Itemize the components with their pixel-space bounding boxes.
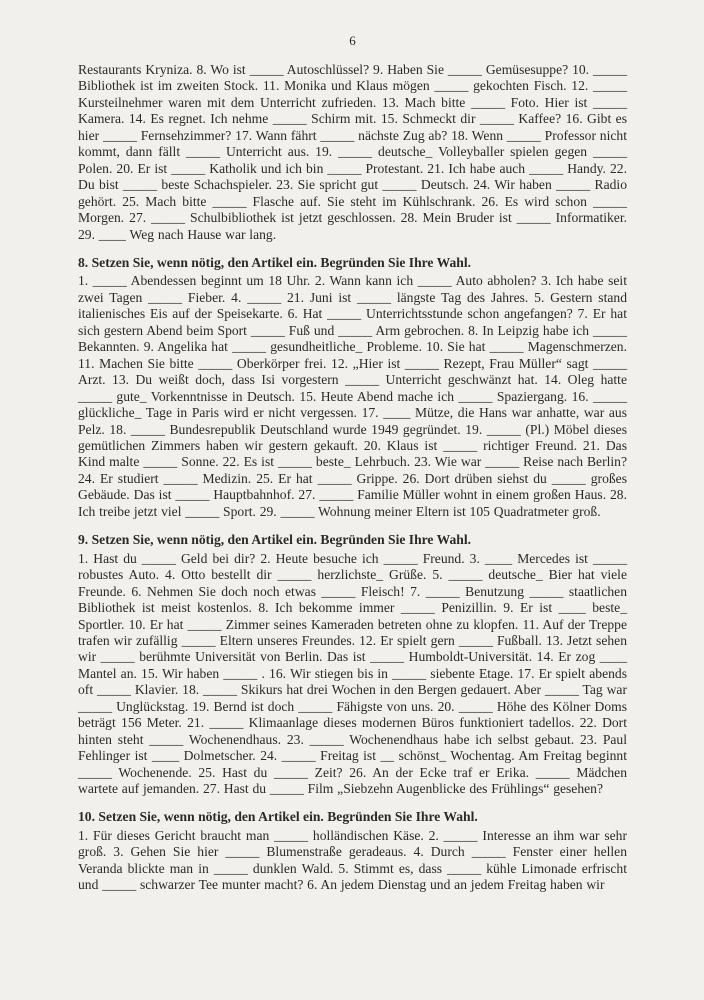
exercise-10-heading: 10. Setzen Sie, wenn nötig, den Artikel ein. Begründen Sie Ihre Wahl.: [78, 809, 478, 825]
exercise-9-heading: 9. Setzen Sie, wenn nötig, den Artikel ein. Begründen Sie Ihre Wahl.: [78, 532, 471, 548]
exercise-9-paragraph: 1. Hast du _____ Geld bei dir? 2. Heute besuche ich _____ Freund. 3. ____ Mercedes ist _____ robustes Auto. 4. Otto bestellt dir _____ herzlichste_ Grüße. 5. _____ deutsche_ Bier hat viele Freunde. 6. Nehmen Sie doch noch etwas _____ Fleisch! 7. _____ Benutzung _____ staatlichen Bibliothek ist meist kostenlos. 8. Ich bekomme immer _____ Penizillin. 9. Er ist ____ beste_ Sportler. 10. Er hat _____ Zimmer seines Kameraden betreten ohne zu klopfen. 11. Auf der Treppe trafen wir zufällig _____ Eltern unseres Freundes. 12. Er spielt gern _____ Fußball. 13. Jetzt sehen wir _____ berühmte Universität von Berlin. Das ist _____ Humboldt-Universität. 14. Er zog ____ Mantel an. 15. Wir haben _____ . 16. Wir stiegen bis in _____ siebente Etage. 17. Er spielt abends oft _____ Klavier. 18. _____ Skikurs hat drei Wochen in den Bergen gedauert. Aber _____ Tag war _____ Unglückstag. 19. Bernd ist doch _____ Fähigste von uns. 20. _____ Höhe des Kölner Doms beträgt 156 Meter. 21. _____ Klimaanlage dieses modernen Büros funktioniert tadellos. 22. Dort hinten steht _____ Wochenendhaus. 23. _____ Wochenendhaus habe ich selbst gebaut. 23. Paul Fehlinger ist ____ Dolmetscher. 24. _____ Freitag ist __ schönst_ Wochentag. Am Freitag beginnt _____ Wochenende. 25. Hast du _____ Zeit? 26. An der Ecke traf er Erika. _____ Mädchen wartete auf jemanden. 27. Hast du _____ Film „Siebzehn Augenblicke des Frühlings“ gesehen?: [78, 550, 627, 797]
exercise-8-heading: 8. Setzen Sie, wenn nötig, den Artikel ein. Begründen Sie Ihre Wahl.: [78, 254, 471, 270]
exercise-7-continuation-paragraph: Restaurants Kryniza. 8. Wo ist _____ Autoschlüssel? 9. Haben Sie _____ Gemüsesuppe? 10. _____ Bibliothek ist im zweiten Stock. 11. Monika und Klaus mögen _____ gekochten Fisch. 12. _____ Kursteilnehmer waren mit dem Unterricht zufrieden. 13. Mach bitte _____ Foto. Hier ist _____ Kamera. 14. Es regnet. Ich nehme _____ Schirm mit. 15. Schmeckt dir _____ Kaffee? 16. Gibt es hier _____ Fernsehzimmer? 17. Wann fährt _____ nächste Zug ab? 18. Wenn _____ Professor nicht kommt, dann fällt _____ Unterricht aus. 19. _____ deutsche_ Volleyballer spielen gegen _____ Polen. 20. Er ist _____ Katholik und ich bin _____ Protestant. 21. Ich habe auch _____ Handy. 22. Du bist _____ beste Schachspieler. 23. Sie spricht gut _____ Deutsch. 24. Wir haben _____ Radio gehört. 25. Mach bitte _____ Flasche auf. Sie steht im Kühlschrank. 26. Es wird schon _____ Morgen. 27. _____ Schulbibliothek ist jetzt geschlossen. 28. Mein Bruder ist _____ Informatiker. 29. ____ Weg nach Hause war lang.: [78, 62, 627, 242]
page-number: 6: [349, 33, 356, 48]
exercise-8-paragraph: 1. _____ Abendessen beginnt um 18 Uhr. 2. Wann kann ich _____ Auto abholen? 3. Ich habe seit zwei Tagen _____ Fieber. 4. _____ 21. Juni ist _____ längste Tag des Jahres. 5. Gestern stand italienisches Eis auf der Speisekarte. 6. Hat _____ Unterrichtsstunde schon angefangen? 7. Er hat sich gestern Abend beim Sport _____ Fuß und _____ Arm gebrochen. 8. In Leipzig habe ich _____ Bekannten. 9. Angelika hat _____ gesundheitliche_ Probleme. 10. Sie hat _____ Magenschmerzen. 11. Machen Sie bitte _____ Oberkörper frei. 12. „Hier ist _____ Rezept, Frau Müller“ sagt _____ Arzt. 13. Du weißt doch, dass Isi vorgestern _____ Unterricht geschwänzt hat. 14. Oleg hatte _____ gute_ Vorkenntnisse in Deutsch. 15. Heute Abend mache ich _____ Spaziergang. 16. _____ glückliche_ Tage in Paris wird er nicht vergessen. 17. ____ Mütze, die Hans war anhatte, war aus Pelz. 18. _____ Bundesrepublik Deutschland wurde 1949 gegründet. 19. _____ (Pl.) Möbel dieses gemütlichen Zimmers haben wir gestern gekauft. 20. Klaus ist _____ richtiger Freund. 21. Das Kind malte _____ Sonne. 22. Es ist _____ beste_ Lehrbuch. 23. Wie war _____ Reise nach Berlin? 24. Er studiert _____ Medizin. 25. Er hat _____ Grippe. 26. Dort drüben siehst du _____ großes Gebäude. Das ist _____ Hauptbahnhof. 27. _____ Familie Müller wohnt in einem großen Haus. 28. Ich treibe jetzt viel _____ Sport. 29. _____ Wohnung meiner Eltern ist 105 Quadratmeter groß.: [78, 273, 627, 519]
exercise-10-paragraph: 1. Für dieses Gericht braucht man _____ holländischen Käse. 2. _____ Interesse an ihm war sehr groß. 3. Gehen Sie hier _____ Blumenstraße geradeaus. 4. Durch _____ Fenster einer hellen Veranda blickte man in _____ dunklen Wald. 5. Stimmt es, dass _____ kühle Limonade erfrischt und _____ schwarzer Tee munter macht? 6. An jedem Dienstag und an jedem Freitag haben wir: [78, 827, 627, 893]
